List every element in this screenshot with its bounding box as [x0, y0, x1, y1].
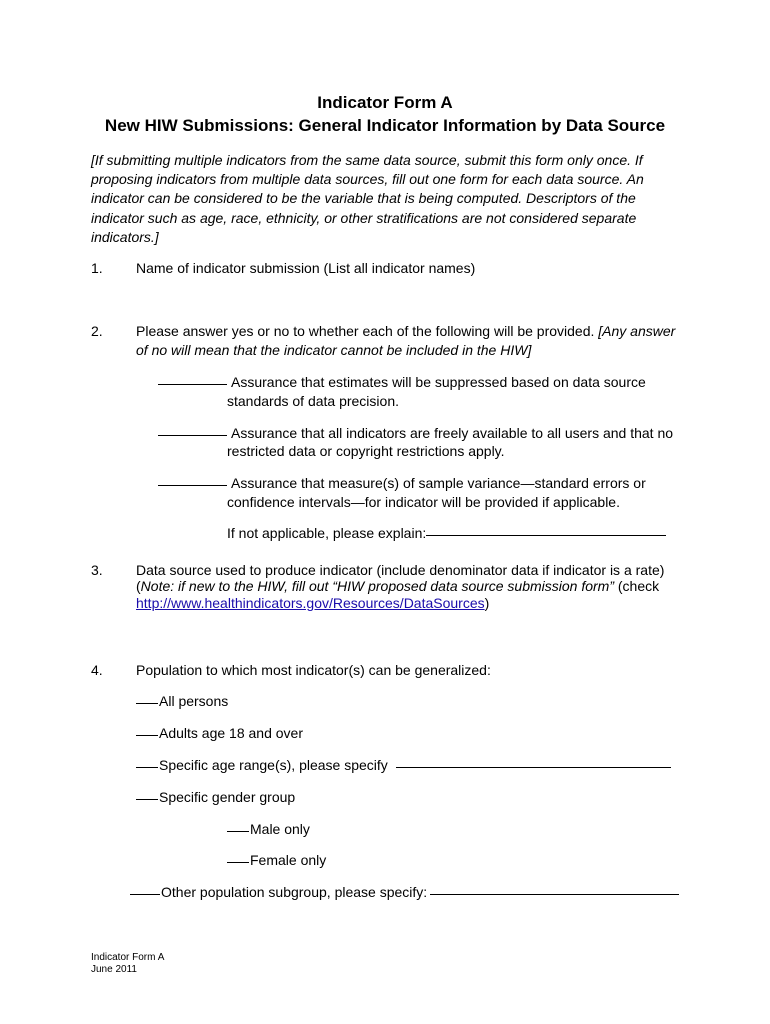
female-blank[interactable]	[227, 850, 249, 863]
footer	[91, 952, 164, 976]
intro-instructions: [If submitting multiple indicators from the same data source, submit this form only once. If proposing indicators from multiple data sources, fill out one form for each data source. An indicator can be considered to be the variable that is being computed. Descriptors of the indicator such as age, race, ethnicity, or other stratifications are not considered separate indicators.]	[91, 152, 644, 245]
q3-link-line	[136, 594, 489, 613]
age-range-blank[interactable]	[136, 755, 158, 768]
q3-note	[136, 577, 659, 596]
age-range-label: Specific age range(s), please specify	[159, 757, 388, 773]
data-sources-link[interactable]: http://www.healthindicators.gov/Resources/DataSources	[136, 595, 485, 611]
other-label: Other population subgroup, please specify:	[161, 884, 428, 900]
assurance-2-line2: restricted data or copyright restrictions apply.	[227, 443, 505, 459]
q4-text: Population to which most indicator(s) can be generalized:	[136, 662, 491, 678]
form-subtitle: New HIW Submissions: General Indicator Information by Data Source	[104, 116, 666, 135]
q3-text: Data source used to produce indicator (include denominator data if indicator is a rate)	[136, 562, 665, 578]
q2-prompt: Please answer yes or no to whether each of the following will be provided.	[136, 323, 599, 339]
gender-blank[interactable]	[136, 787, 158, 800]
other-blank[interactable]	[130, 882, 160, 895]
explain-blank[interactable]	[426, 523, 666, 536]
explain-label: If not applicable, please explain:	[227, 525, 427, 541]
q2-text	[136, 322, 675, 341]
adults-label: Adults age 18 and over	[159, 725, 303, 741]
q2-note-part2: of no will mean that the indicator cannot be included in the HIW]	[136, 342, 532, 358]
q1-text: Name of indicator submission (List all indicator names)	[136, 260, 476, 276]
male-label: Male only	[250, 821, 310, 837]
footer-form-name: Indicator Form A	[91, 952, 165, 963]
adults-blank[interactable]	[136, 723, 158, 736]
assurance-1-line2: standards of data precision.	[227, 393, 399, 409]
assurance-2-line1: Assurance that all indicators are freely available to all users and that no	[231, 425, 674, 441]
assurance-1-line1: Assurance that estimates will be suppressed based on data source	[231, 374, 646, 390]
q2-number: 2.	[91, 323, 103, 339]
q2-note-part1: [Any answer	[598, 323, 676, 339]
assurance-2-blank[interactable]	[158, 423, 227, 436]
all-persons-blank[interactable]	[136, 691, 158, 704]
assurance-1-blank[interactable]	[158, 372, 227, 385]
q3-paren-close: )	[484, 595, 490, 611]
female-label: Female only	[250, 852, 327, 868]
other-specify-blank[interactable]	[430, 882, 679, 895]
all-persons-label: All persons	[159, 693, 229, 709]
male-blank[interactable]	[227, 819, 249, 832]
assurance-3-blank[interactable]	[158, 473, 227, 486]
q3-paren-open: (	[136, 578, 141, 594]
assurance-3-line2: confidence intervals—for indicator will be provided if applicable.	[227, 494, 620, 510]
gender-label: Specific gender group	[159, 789, 296, 805]
q3-check: (check	[614, 578, 660, 594]
q3-number: 3.	[91, 562, 103, 578]
assurance-3-line1: Assurance that measure(s) of sample variance—standard errors or	[231, 475, 646, 491]
age-range-specify-blank[interactable]	[396, 755, 671, 768]
form-title: Indicator Form A	[317, 93, 453, 112]
footer-date: June 2011	[91, 964, 137, 975]
q4-number: 4.	[91, 662, 103, 678]
q1-number: 1.	[91, 260, 103, 276]
q3-note-text: Note: if new to the HIW, fill out “HIW proposed data source submission form”	[140, 578, 614, 594]
